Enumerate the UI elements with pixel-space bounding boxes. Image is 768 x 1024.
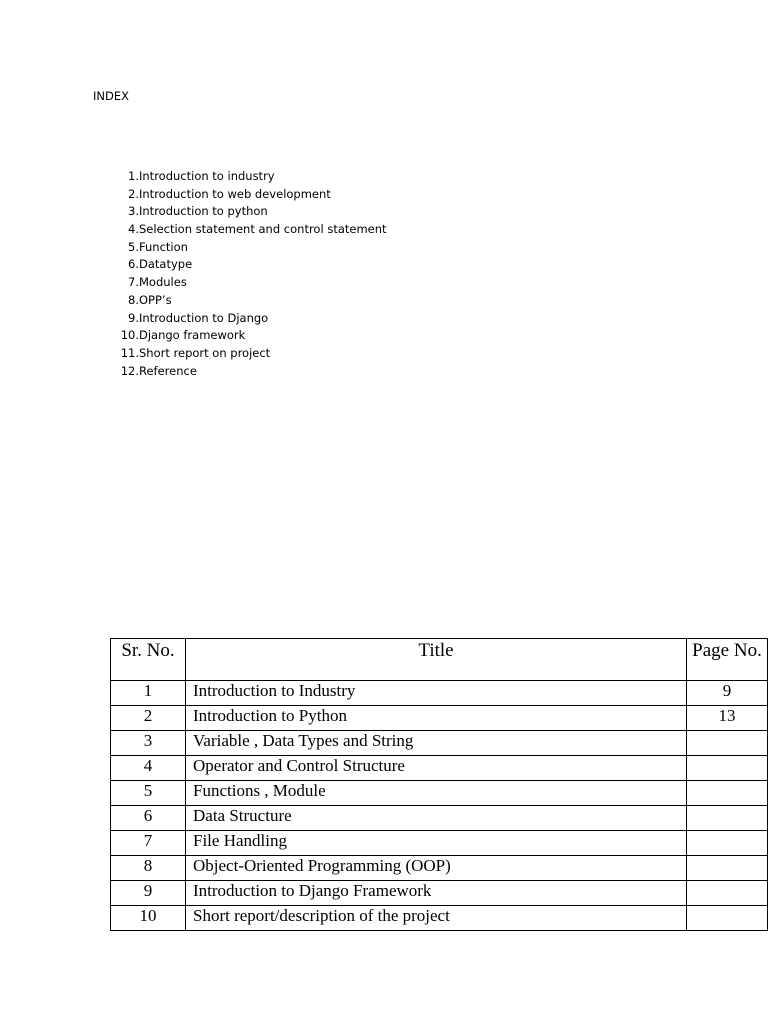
list-item-number: 3. — [128, 204, 139, 219]
cell-title-text: Short report/description of the project — [193, 906, 450, 925]
cell-title — [186, 781, 687, 806]
cell-sr-no: 2 — [111, 706, 186, 731]
cell-title-text: Object-Oriented Programming (OOP) — [193, 856, 451, 875]
list-item-text: Datatype — [139, 257, 193, 272]
cell-sr-no: 4 — [111, 756, 186, 781]
list-item-text: Modules — [139, 275, 187, 290]
header-page-no: Page No. — [687, 639, 768, 681]
list-item-number: 11. — [120, 345, 139, 360]
list-item — [112, 292, 387, 310]
cell-page-no — [687, 756, 768, 781]
list-item-text: Introduction to python — [139, 204, 268, 219]
table-row — [111, 706, 768, 731]
cell-title-text: Introduction to Django Framework — [193, 881, 432, 900]
cell-title — [186, 706, 687, 731]
list-item-text: Function — [139, 239, 188, 254]
list-item — [112, 256, 387, 274]
cell-title-text: Data Structure — [193, 806, 292, 825]
list-item-number: 7. — [128, 275, 139, 290]
table-row — [111, 856, 768, 881]
cell-sr-no: 8 — [111, 856, 186, 881]
list-item-text: Short report on project — [139, 345, 271, 360]
cell-title-text: Introduction to Industry — [193, 681, 356, 700]
cell-page-no — [687, 831, 768, 856]
table-row — [111, 906, 768, 931]
cell-title — [186, 731, 687, 756]
cell-title-text: Operator and Control Structure — [193, 756, 405, 775]
cell-title — [186, 831, 687, 856]
cell-page-no — [687, 781, 768, 806]
table-row — [111, 806, 768, 831]
list-item-text: Introduction to industry — [139, 169, 275, 183]
cell-sr-no: 6 — [111, 806, 186, 831]
list-item — [112, 203, 387, 221]
cell-title — [186, 806, 687, 831]
cell-page-no: 9 — [687, 681, 768, 706]
list-item-number: 5. — [128, 239, 139, 254]
cell-sr-no: 5 — [111, 781, 186, 806]
list-item-text: Reference — [139, 363, 197, 378]
cell-page-no — [687, 856, 768, 881]
contents-list — [112, 168, 387, 380]
cell-sr-no: 9 — [111, 881, 186, 906]
cell-title-text: Functions , Module — [193, 781, 326, 800]
header-title: Title — [186, 639, 687, 681]
list-item — [112, 274, 387, 292]
list-item — [112, 221, 387, 239]
page-heading: INDEX — [93, 89, 129, 103]
list-item — [112, 363, 387, 381]
list-item-number: 8. — [128, 292, 139, 307]
cell-sr-no: 1 — [111, 681, 186, 706]
cell-page-no — [687, 906, 768, 931]
table-row — [111, 881, 768, 906]
list-item — [112, 186, 387, 204]
list-item-number: 6. — [128, 257, 139, 272]
list-item-text: OPP’s — [139, 292, 172, 307]
list-item — [112, 239, 387, 257]
table-row — [111, 831, 768, 856]
table-row — [111, 731, 768, 756]
list-item — [112, 310, 387, 328]
cell-page-no — [687, 881, 768, 906]
cell-title — [186, 906, 687, 931]
cell-title-text: Introduction to Python — [193, 706, 347, 725]
list-item-number: 1. — [128, 169, 139, 183]
cell-title — [186, 681, 687, 706]
cell-sr-no: 3 — [111, 731, 186, 756]
list-item-text: Introduction to Django — [139, 310, 269, 325]
cell-page-no: 13 — [687, 706, 768, 731]
table-header-row — [111, 639, 768, 681]
list-item-number: 9. — [128, 310, 139, 325]
table-row — [111, 756, 768, 781]
list-item-number: 10. — [120, 328, 139, 343]
cell-title — [186, 881, 687, 906]
list-item — [112, 168, 387, 186]
cell-title-text: Variable , Data Types and String — [193, 731, 414, 750]
list-item-text: Selection statement and control statement — [139, 222, 387, 237]
table-row — [111, 681, 768, 706]
cell-title — [186, 856, 687, 881]
cell-sr-no: 10 — [111, 906, 186, 931]
cell-page-no — [687, 731, 768, 756]
list-item-number: 2. — [128, 186, 139, 201]
list-item-number: 4. — [128, 222, 139, 237]
table-row — [111, 781, 768, 806]
list-item — [112, 345, 387, 363]
cell-page-no — [687, 806, 768, 831]
list-item-text: Django framework — [139, 328, 246, 343]
cell-sr-no: 7 — [111, 831, 186, 856]
index-table — [110, 638, 768, 931]
list-item — [112, 327, 387, 345]
list-item-text: Introduction to web development — [139, 186, 331, 201]
list-item-number: 12. — [120, 363, 139, 378]
cell-title-text: File Handling — [193, 831, 287, 850]
cell-title — [186, 756, 687, 781]
header-sr-no: Sr. No. — [111, 639, 186, 681]
